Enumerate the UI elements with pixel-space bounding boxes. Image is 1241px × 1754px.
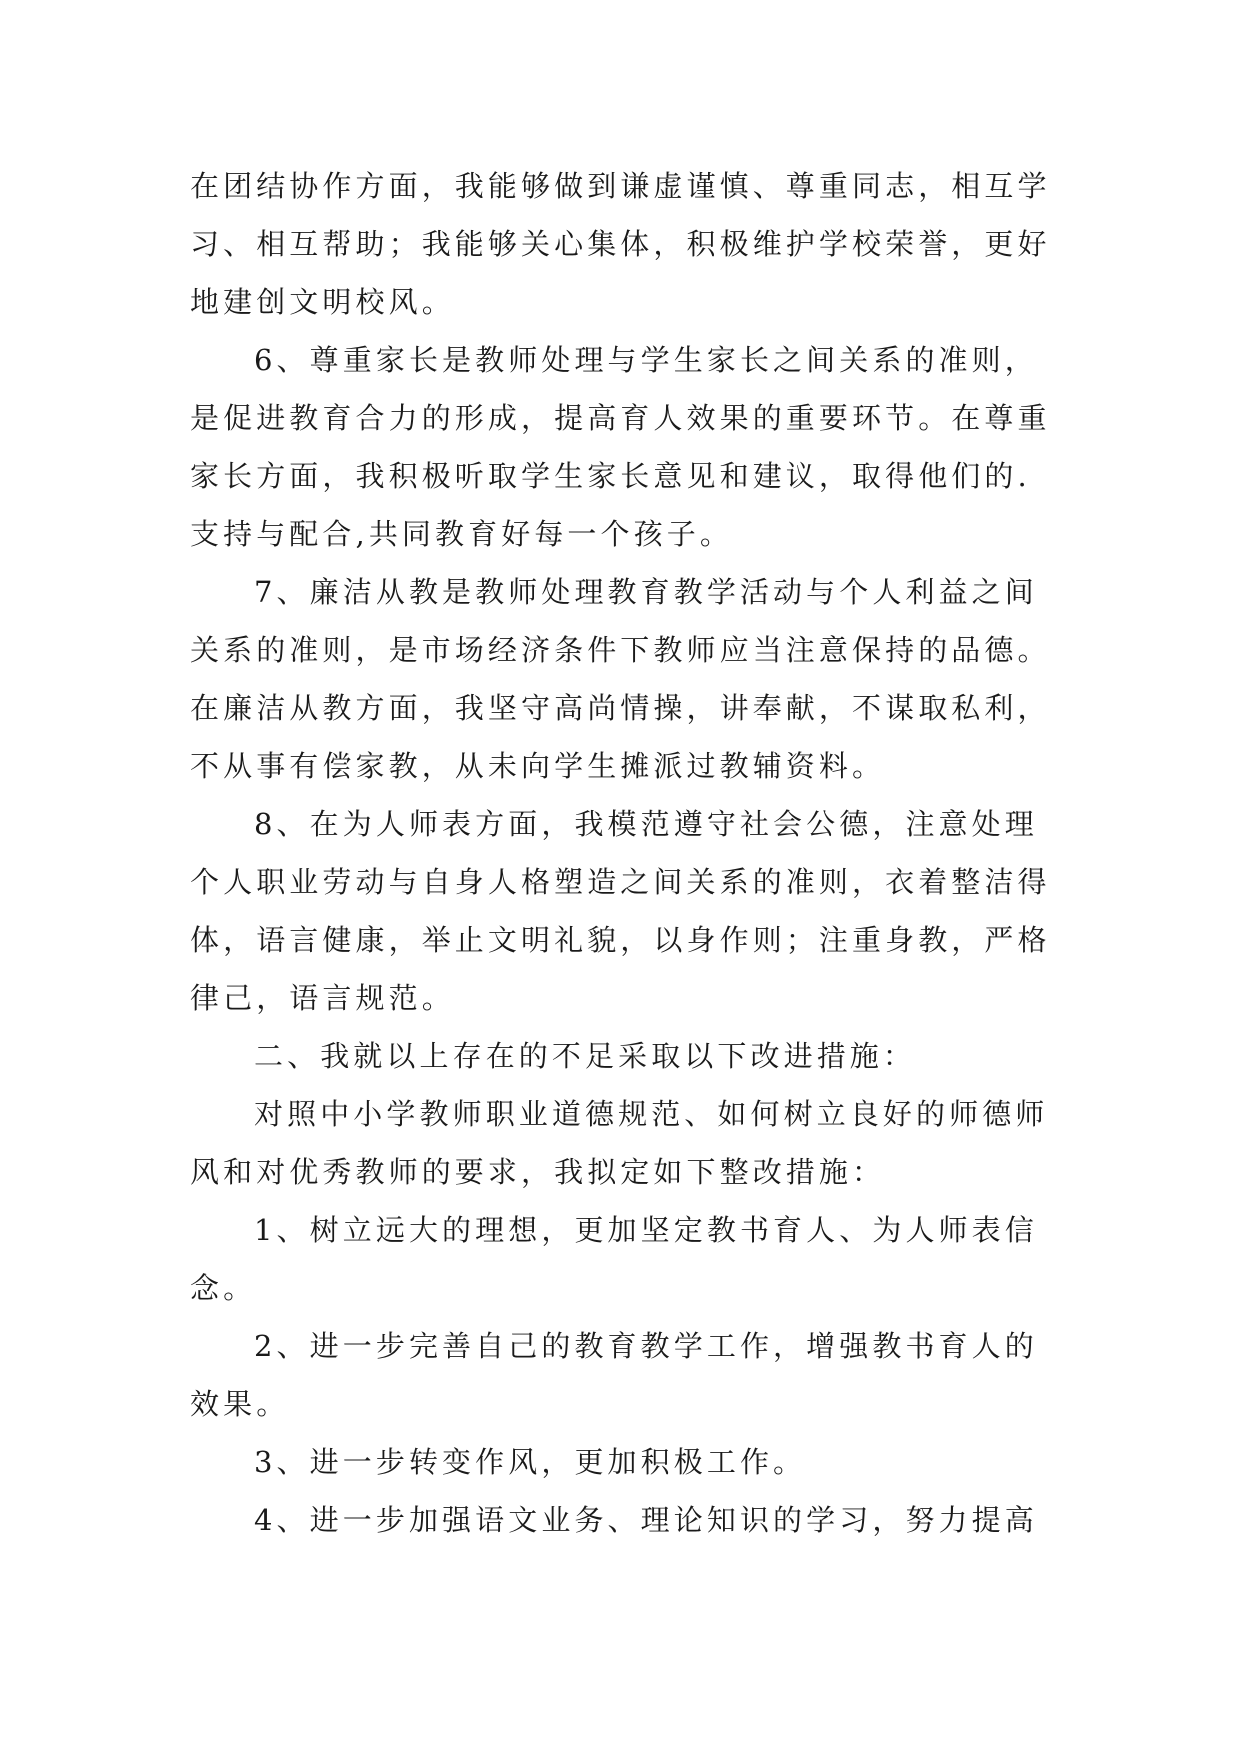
paragraph-teamwork: [190, 157, 1060, 331]
text-line: 体，语言健康，举止文明礼貌，以身作则；注重身教，严格: [190, 923, 1051, 957]
text-line: 关系的准则，是市场经济条件下教师应当注意保持的品德。: [190, 633, 1051, 667]
text-line: 是促进教育合力的形成，提高育人效果的重要环节。在尊重: [190, 401, 1051, 435]
text-line: 效果。: [190, 1387, 290, 1421]
text-line: 不从事有偿家教，从未向学生摊派过教辅资料。: [190, 749, 886, 783]
paragraph-measure-2: [190, 1317, 1060, 1433]
text-line: 8、在为人师表方面，我模范遵守社会公德，注意处理: [254, 807, 1038, 841]
text-line: 二、我就以上存在的不足采取以下改进措施：: [254, 1039, 917, 1073]
text-line: 4、进一步加强语文业务、理论知识的学习，努力提高: [254, 1503, 1038, 1537]
text-line: 个人职业劳动与自身人格塑造之间关系的准则，衣着整洁得: [190, 865, 1051, 899]
paragraph-measure-4: [190, 1491, 1060, 1549]
text-line: 在团结协作方面，我能够做到谦虚谨慎、尊重同志，相互学: [190, 169, 1051, 203]
paragraph-item-6: [190, 331, 1060, 563]
text-line: 念。: [190, 1271, 257, 1305]
text-line: 风和对优秀教师的要求，我拟定如下整改措施：: [190, 1155, 886, 1189]
text-line: 在廉洁从教方面，我坚守高尚情操，讲奉献，不谋取私利，: [190, 691, 1051, 725]
text-line: 习、相互帮助；我能够关心集体，积极维护学校荣誉，更好: [190, 227, 1051, 261]
text-line: 支持与配合,共同教育好每一个孩子。: [190, 517, 733, 551]
text-line: 家长方面，我积极听取学生家长意见和建议，取得他们的.: [190, 459, 1031, 493]
text-line: 律己，语言规范。: [190, 981, 455, 1015]
paragraph-item-7: [190, 563, 1060, 795]
text-line: 2、进一步完善自己的教育教学工作，增强教书育人的: [254, 1329, 1038, 1363]
document-body: [190, 157, 1060, 1549]
paragraph-measure-1: [190, 1201, 1060, 1317]
section-heading-improvements: [190, 1027, 1060, 1085]
text-line: 地建创文明校风。: [190, 285, 455, 319]
text-line: 1、树立远大的理想，更加坚定教书育人、为人师表信: [254, 1213, 1038, 1247]
paragraph-measure-3: [190, 1433, 1060, 1491]
paragraph-item-8: [190, 795, 1060, 1027]
text-line: 7、廉洁从教是教师处理教育教学活动与个人利益之间: [254, 575, 1038, 609]
text-line: 6、尊重家长是教师处理与学生家长之间关系的准则，: [254, 343, 1038, 377]
paragraph-intro-measures: [190, 1085, 1060, 1201]
text-line: 3、进一步转变作风，更加积极工作。: [254, 1445, 807, 1479]
text-line: 对照中小学教师职业道德规范、如何树立良好的师德师: [254, 1097, 1049, 1131]
